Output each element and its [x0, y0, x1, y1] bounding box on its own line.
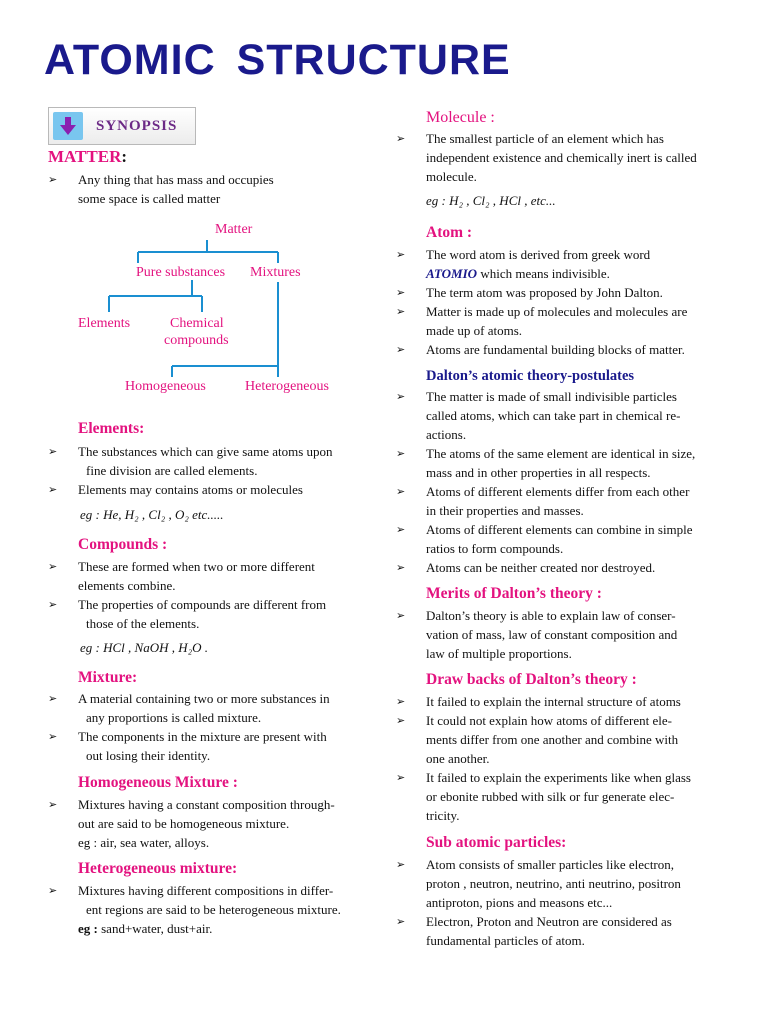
matter-classification-tree [70, 220, 370, 405]
elements-section: Elements: ➢ The substances which can give same atoms upon fine division are called elements. ➢ Elements may contains atoms or molecules eg : He, H₂ , Cl₂ , O₂ etc..... [48, 419, 378, 525]
tree-node-homogeneous: Homogeneous [125, 379, 206, 394]
dalton-section: Dalton’s atomic theory-postulates ➢ The matter is made of small indivisible particles called atoms, which can take part in chemical re- actions. ➢ The atoms of the same element are identical in size, mass and in other properties in all respects. ➢ Atoms of different elements differ from each other in their properties and masses. ➢ Atoms of different elements can combine in simple ratios to form compounds. ➢ Atoms can be neither created nor destroyed. [396, 366, 726, 577]
tree-lines [70, 220, 370, 405]
compounds-heading: Compounds : [78, 536, 168, 553]
atom-heading: Atom : [426, 224, 473, 241]
tree-node-chemical: Chemical [170, 316, 224, 331]
matter-heading: MATTER: [48, 147, 128, 166]
tree-node-compounds: compounds [164, 333, 229, 348]
tree-node-pure-substances: Pure substances [136, 265, 226, 280]
synopsis-badge [48, 107, 196, 145]
elements-heading: Elements: [78, 420, 145, 437]
heterogeneous-heading: Heterogeneous mixture: [78, 860, 238, 877]
page-title: ATOMIC STRUCTURE [44, 36, 511, 84]
tree-node-mixtures: Mixtures [250, 265, 301, 280]
subatomic-heading: Sub atomic particles: [426, 834, 567, 851]
molecule-heading: Molecule : [426, 109, 495, 126]
matter-definition: ➢ Any thing that has mass and occupies some space is called matter [48, 170, 378, 208]
synopsis-label: SYNOPSIS [96, 118, 178, 134]
heterogeneous-section: Heterogeneous mixture: ➢ Mixtures having different compositions in differ- ent regions are said to be heterogeneous mixture. eg : sand+water, dust+air. [48, 859, 378, 938]
tree-node-heterogeneous: Heterogeneous [245, 379, 329, 394]
merits-heading: Merits of Dalton’s theory : [426, 585, 602, 602]
merits-section: Merits of Dalton’s theory : ➢ Dalton’s theory is able to explain law of conser- vation of mass, law of constant composition and law of multiple proportions. [396, 584, 726, 663]
compounds-example: eg : HCl , NaOH , H₂O . [80, 640, 209, 655]
molecule-section: Molecule : ➢ The smallest particle of an element which has independent existence and chemically inert is called molecule. eg : H₂ , Cl₂ , HCl , etc... [396, 108, 726, 211]
subatomic-section: Sub atomic particles: ➢ Atom consists of smaller particles like electron, proton , neutron, neutrino, anti neutrino, positron antiproton, pions and measons etc... ➢ Electron, Proton and Neutron are considered as fundamental particles of atom. [396, 833, 726, 950]
atom-section: Atom : ➢ The word atom is derived from greek word ATOMIO which means indivisible. ➢ The term atom was proposed by John Dalton. ➢ Matter is made up of molecules and molecules are made up of atoms. ➢ Atoms are fundamental building blocks of matter. [396, 223, 726, 359]
mixture-heading: Mixture: [78, 669, 138, 686]
drawbacks-heading: Draw backs of Dalton’s theory : [426, 671, 637, 688]
tree-node-elements: Elements [78, 316, 131, 331]
compounds-section: Compounds : ➢ These are formed when two or more different elements combine. ➢ The properties of compounds are different from those of the elements. eg : HCl , NaOH , H₂O . [48, 535, 378, 658]
molecule-example: eg : H₂ , Cl₂ , HCl , etc... [426, 193, 556, 208]
drawbacks-section: Draw backs of Dalton’s theory : ➢ It failed to explain the internal structure of atoms ➢ It could not explain how atoms of different ele- ments differ from one another and combine with one another. ➢ It failed to explain the experiments like when glass or ebonite rubbed with silk or fur generate elec- tricity. [396, 670, 726, 825]
homogeneous-section: Homogeneous Mixture : ➢ Mixtures having a constant composition through- out are said to be homogeneous mixture. eg : air, sea water, alloys. [48, 773, 378, 852]
arrow-down-icon [53, 112, 83, 140]
tree-node-matter: Matter [215, 222, 253, 237]
mixture-section: Mixture: ➢ A material containing two or more substances in any proportions is called mixture. ➢ The components in the mixture are present with out losing their identity. [48, 668, 378, 765]
dalton-heading: Dalton’s atomic theory-postulates [426, 368, 635, 384]
elements-example: eg : He, H₂ , Cl₂ , O₂ etc..... [80, 507, 224, 522]
homogeneous-heading: Homogeneous Mixture : [78, 774, 238, 791]
